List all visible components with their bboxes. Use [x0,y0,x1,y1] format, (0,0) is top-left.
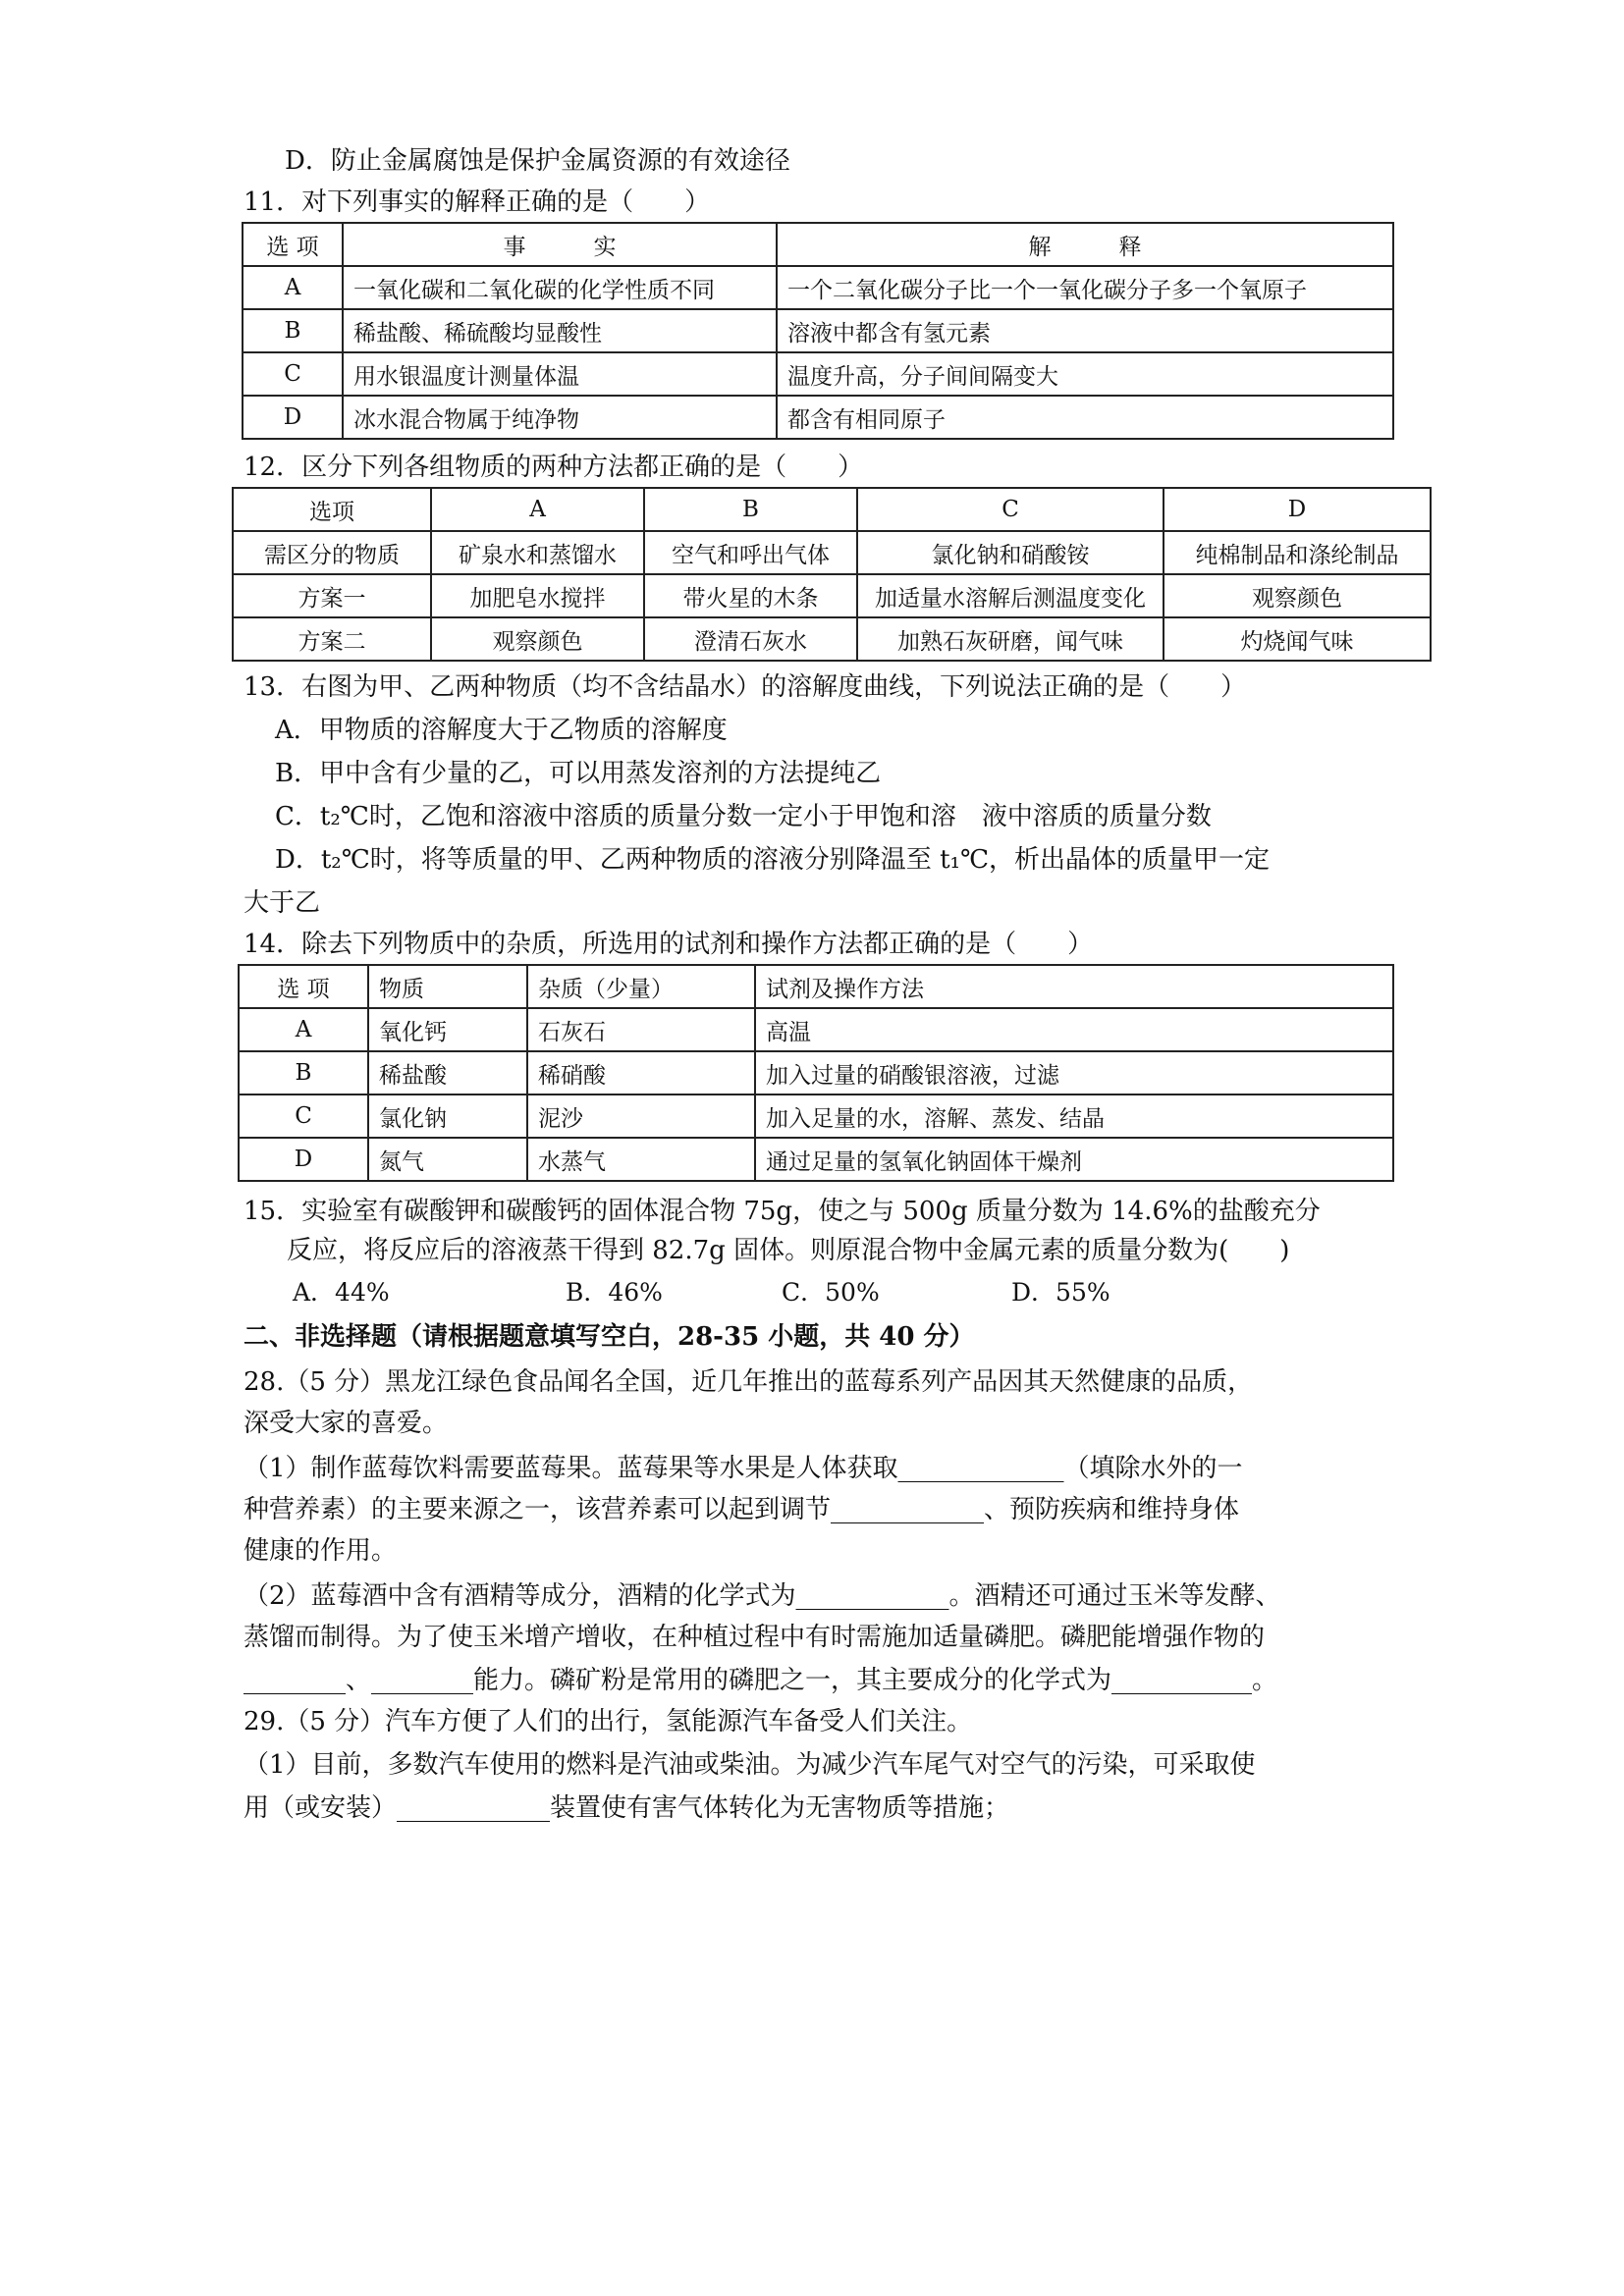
table-cell: 方案二 [233,617,431,661]
table-cell: 稀硝酸 [527,1051,755,1095]
table-cell: 纯棉制品和涤纶制品 [1164,531,1431,574]
table-cell: 灼烧闻气味 [1164,617,1431,661]
table-row [239,1008,1393,1051]
table-row [243,396,1393,439]
table-header-cell: A [431,488,644,531]
q28-line-8: ________、________能力。磷矿粉是常用的磷肥之一，其主要成分的化学式为___________。 [244,1666,1278,1695]
q15-stem-line-1: 15．实验室有碳酸钾和碳酸钙的固体混合物 75g，使之与 500g 质量分数为 14.6%的盐酸充分 [244,1197,1321,1226]
table-cell: 观察颜色 [1164,574,1431,617]
table-header-cell: 试剂及操作方法 [755,965,1393,1008]
table-header-cell: 事 实 [343,223,777,266]
q28-line-3: （1）制作蓝莓饮料需要蓝莓果。蓝莓果等水果是人体获取_____________（填除水外的一 [244,1454,1243,1483]
table-row [243,266,1393,309]
table-cell: A [243,266,343,309]
table-cell: D [239,1138,368,1181]
table-header-cell: C [857,488,1164,531]
table-cell: 氮气 [368,1138,527,1181]
table-cell: 氯化钠和硝酸铵 [857,531,1164,574]
q12-stem: 12．区分下列各组物质的两种方法都正确的是（ ） [244,453,864,482]
table-row [239,1051,1393,1095]
q28-line-1: 28.（5 分）黑龙江绿色食品闻名全国，近几年推出的蓝莓系列产品因其天然健康的品质， [244,1367,1254,1397]
q11-table [242,222,1394,440]
table-cell: 冰水混合物属于纯净物 [343,396,777,439]
table-row [239,1138,1393,1181]
table-cell: 带火星的木条 [644,574,857,617]
q12-table [232,487,1432,662]
table-header-cell: 选 项 [243,223,343,266]
q14-stem: 14．除去下列物质中的杂质，所选用的试剂和操作方法都正确的是（ ） [244,930,1094,959]
table-cell: 稀盐酸、稀硫酸均显酸性 [343,309,777,352]
table-cell: 都含有相同原子 [777,396,1393,439]
q29-line-2: （1）目前，多数汽车使用的燃料是汽油或柴油。为减少汽车尾气对空气的污染，可采取使 [244,1750,1256,1780]
table-cell: 一个二氧化碳分子比一个一氧化碳分子多一个氧原子 [777,266,1393,309]
table-cell: 稀盐酸 [368,1051,527,1095]
table-cell: 需区分的物质 [233,531,431,574]
table-header-cell: B [644,488,857,531]
q28-line-6: （2）蓝莓酒中含有酒精等成分，酒精的化学式为____________。酒精还可通过玉米等发酵、 [244,1581,1281,1611]
table-row [233,574,1431,617]
table-cell: B [243,309,343,352]
q28-line-5: 健康的作用。 [244,1536,398,1566]
table-row [243,352,1393,396]
q28-line-2: 深受大家的喜爱。 [244,1409,449,1438]
table-cell: 溶液中都含有氢元素 [777,309,1393,352]
table-cell: 方案一 [233,574,431,617]
q13-option-d-continued: 大于乙 [244,888,321,918]
table-cell: 加适量水溶解后测温度变化 [857,574,1164,617]
table-header-cell: 选项 [233,488,431,531]
q29-line-1: 29.（5 分）汽车方便了人们的出行，氢能源汽车备受人们关注。 [244,1707,973,1736]
q10-option-d: D．防止金属腐蚀是保护金属资源的有效途径 [285,146,790,176]
table-cell: 澄清石灰水 [644,617,857,661]
table-header-row [243,223,1393,266]
table-cell: 加入过量的硝酸银溶液，过滤 [755,1051,1393,1095]
q11-stem: 11．对下列事实的解释正确的是（ ） [244,187,711,217]
q28-line-7: 蒸馏而制得。为了使玉米增产增收，在种植过程中有时需施加适量磷肥。磷肥能增强作物的 [244,1623,1266,1652]
table-cell: 加入足量的水，溶解、蒸发、结晶 [755,1095,1393,1138]
q15-option-c: C．50% [782,1278,880,1307]
q15-stem-line-2: 反应，将反应后的溶液蒸干得到 82.7g 固体。则原混合物中金属元素的质量分数为( ) [287,1236,1290,1265]
table-cell: B [239,1051,368,1095]
table-row [233,531,1431,574]
table-row [239,1095,1393,1138]
table-header-row [239,965,1393,1008]
table-cell: 用水银温度计测量体温 [343,352,777,396]
table-cell: 矿泉水和蒸馏水 [431,531,644,574]
q13-option-d: D．t₂℃时，将等质量的甲、乙两种物质的溶液分别降温至 t₁℃，析出晶体的质量甲一定 [275,845,1271,875]
q14-table [238,964,1394,1182]
table-cell: 温度升高，分子间间隔变大 [777,352,1393,396]
q13-stem: 13．右图为甲、乙两种物质（均不含结晶水）的溶解度曲线，下列说法正确的是（ ） [244,672,1247,702]
table-cell: 一氧化碳和二氧化碳的化学性质不同 [343,266,777,309]
table-cell: A [239,1008,368,1051]
table-cell: 空气和呼出气体 [644,531,857,574]
table-header-cell: 杂质（少量） [527,965,755,1008]
table-cell: 氯化钠 [368,1095,527,1138]
table-cell: 高温 [755,1008,1393,1051]
table-cell: 加肥皂水搅拌 [431,574,644,617]
table-cell: 通过足量的氢氧化钠固体干燥剂 [755,1138,1393,1181]
q29-line-3: 用（或安装）____________装置使有害气体转化为无害物质等措施； [244,1793,1010,1823]
table-cell: C [243,352,343,396]
q15-option-d: D．55% [1011,1278,1110,1307]
q28-line-4: 种营养素）的主要来源之一，该营养素可以起到调节____________、预防疾病和维持身体 [244,1495,1240,1524]
table-header-cell: 解 释 [777,223,1393,266]
table-header-cell: D [1164,488,1431,531]
q13-option-a: A．甲物质的溶解度大于乙物质的溶解度 [275,716,728,745]
q13-option-c: C．t₂℃时，乙饱和溶液中溶质的质量分数一定小于甲饱和溶 液中溶质的质量分数 [275,802,1212,831]
table-cell: 石灰石 [527,1008,755,1051]
table-cell: 水蒸气 [527,1138,755,1181]
q13-option-b: B．甲中含有少量的乙，可以用蒸发溶剂的方法提纯乙 [275,759,882,788]
table-cell: C [239,1095,368,1138]
table-row [233,617,1431,661]
table-header-cell: 选 项 [239,965,368,1008]
table-header-cell: 物质 [368,965,527,1008]
table-cell: D [243,396,343,439]
q15-option-b: B．46% [566,1278,663,1307]
table-cell: 观察颜色 [431,617,644,661]
table-header-row [233,488,1431,531]
table-cell: 加熟石灰研磨，闻气味 [857,617,1164,661]
section-title: 二、非选择题（请根据题意填写空白，28-35 小题，共 40 分） [244,1322,975,1352]
table-row [243,309,1393,352]
table-cell: 泥沙 [527,1095,755,1138]
q15-option-a: A．44% [293,1278,390,1307]
table-cell: 氧化钙 [368,1008,527,1051]
